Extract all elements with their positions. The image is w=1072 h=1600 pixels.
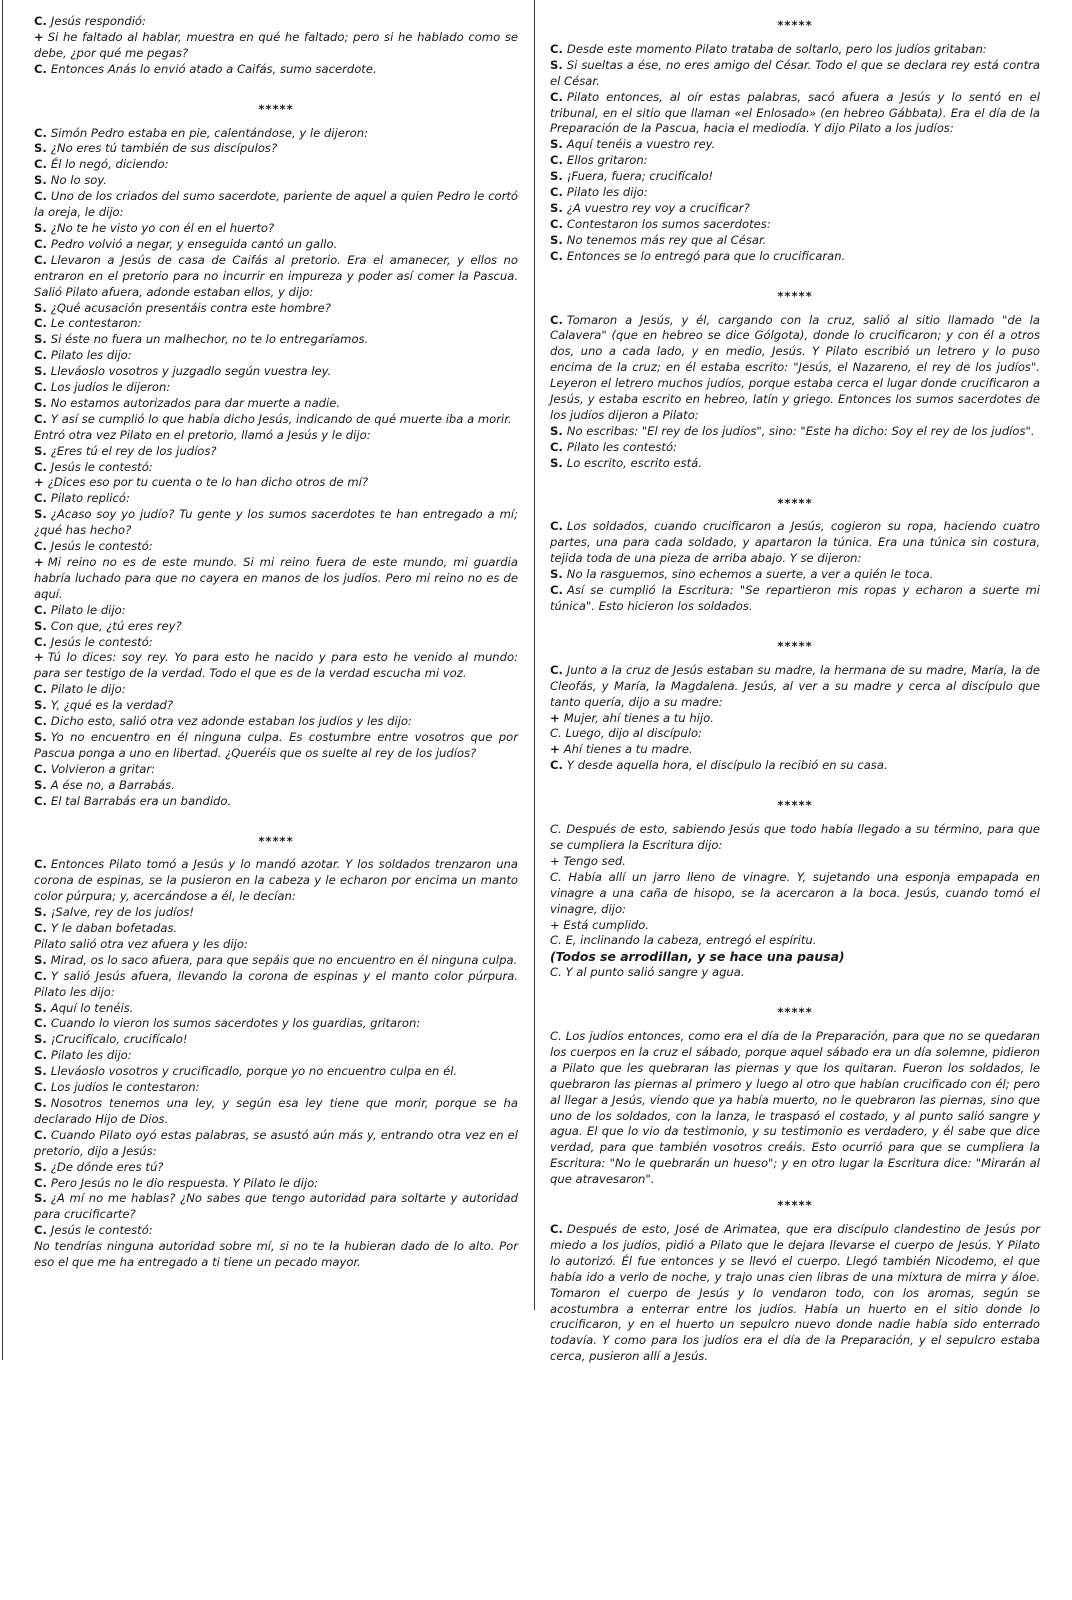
speaker-marker: + <box>34 555 44 569</box>
passage-line <box>34 475 518 491</box>
speaker-marker: C. <box>550 439 563 454</box>
passage-text: Así se cumplió la Escritura: "Se repartieron mis ropas y echaron a suerte mi túnica". Esto hicieron los soldados. <box>550 583 1040 613</box>
passage-line <box>550 185 1040 201</box>
passage-line <box>34 762 518 778</box>
passage-line <box>34 1191 518 1223</box>
section-separator: ***** <box>777 638 813 653</box>
passage-text: Tomaron a Jesús, y él, cargando con la cruz, salió al sitio llamado "de la Calavera" (que en hebreo se dice Gólgota), donde lo crucificaron; y con él a otros dos, uno a cada lado, y en medio, Jesús. Y Pilato escribió un letrero y lo puso encima de la cruz; en él estaba escrito: "Jesús, el Nazareno, el rey de los judíos". Leyeron el letrero muchos judíos, porque estaba cerca el lugar donde crucificaron a Jesús, y estaba escrito en hebreo, latín y griego. Entonces los sumos sacerdotes de los judíos dijeron a Pilato: <box>550 312 1040 422</box>
section-separator: ***** <box>258 833 294 848</box>
passage-line <box>34 682 518 698</box>
passage-text: Y desde aquella hora, el discípulo la recibió en su casa. <box>566 758 888 773</box>
passage-line <box>34 14 518 30</box>
passage-line <box>34 221 518 237</box>
passage-text: ¿Eres tú el rey de los judíos? <box>50 443 217 458</box>
passage-text: C. Después de esto, sabiendo Jesús que todo había llegado a su término, para que se cumpliera la Escritura dijo: <box>550 822 1040 852</box>
passage-text: Los judíos le dijeron: <box>50 380 171 395</box>
speaker-marker: S. <box>550 455 563 470</box>
speaker-marker: C. <box>34 1048 47 1063</box>
speaker-marker: C. <box>34 157 47 172</box>
passage-text: Lleváoslo vosotros y crucificadlo, porque yo no encuentro culpa en él. <box>50 1064 458 1079</box>
speaker-marker: S. <box>550 567 563 582</box>
passage-line <box>34 348 518 364</box>
passage-line <box>34 444 518 460</box>
passage-line <box>550 965 1040 981</box>
speaker-marker: C. <box>34 761 47 776</box>
passage-text: C. Había allí un jarro lleno de vinagre. Y, sujetando una esponja empapada en vinagre a una caña de hisopo, se la acercaron a la boca. Jesús, cuando tomó el vinagre, dijo: <box>550 869 1040 916</box>
passage-line <box>34 539 518 555</box>
passage-line <box>34 1032 518 1048</box>
passage-line <box>550 663 1040 711</box>
passage-line <box>34 1239 518 1271</box>
speaker-marker: C. <box>34 1080 47 1095</box>
passage-text: ¿No eres tú también de sus discípulos? <box>50 141 278 156</box>
speaker-marker: S. <box>34 364 47 379</box>
passage-text: Cuando Pilato oyó estas palabras, se asustó aún más y, entrando otra vez en el pretorio, dijo a Jesús: <box>34 1127 518 1158</box>
section-separator: ***** <box>258 101 294 116</box>
passage-line <box>34 619 518 635</box>
passage-line <box>34 380 518 396</box>
passage-line <box>34 1080 518 1096</box>
passage-text: ¿Dices eso por tu cuenta o te lo han dicho otros de mí? <box>47 475 369 490</box>
passage-text: Dicho esto, salió otra vez adonde estaban los judíos y les dijo: <box>50 714 412 729</box>
speaker-marker: C. <box>34 411 47 426</box>
passage-text: ¡Salve, rey de los judíos! <box>50 905 195 920</box>
speaker-marker: S. <box>34 698 47 713</box>
passage-text: El tal Barrabás era un bandido. <box>50 793 232 808</box>
speaker-marker: S. <box>34 173 47 188</box>
passage-text: Los soldados, cuando crucificaron a Jesús, cogieron su ropa, haciendo cuatro partes, una para cada soldado, y apartaron la túnica. Era una túnica sin costura, tejida toda de una pieza de arriba abajo. Y se dijeron: <box>550 519 1040 566</box>
passage-text: Yo no encuentro en él ninguna culpa. Es costumbre entre vosotros que por Pascua ponga a uno en libertad. ¿Queréis que os suelte al rey de los judíos? <box>34 729 518 760</box>
speaker-marker: + <box>34 650 44 665</box>
passage-line <box>34 1128 518 1160</box>
passage-line <box>550 249 1040 265</box>
passage-text: Volvieron a gritar: <box>50 761 156 776</box>
passage-line <box>550 313 1040 424</box>
speaker-marker: C. <box>550 662 563 677</box>
column-divider <box>534 0 535 1310</box>
passage-text: Pilato entonces, al oír estas palabras, sacó afuera a Jesús y lo sentó en el tribunal, en el sitio que llaman «el Enlosado» (en hebreo Gábbata). Era el día de la Preparación de la Pascua, hacia el mediodía. Y dijo Pilato a los judíos: <box>550 89 1040 136</box>
passage-line <box>34 412 518 428</box>
passage-text: No estamos autorizados para dar muerte a nadie. <box>50 395 341 410</box>
passage-text: Pero Jesús no le dio respuesta. Y Pilato le dijo: <box>50 1175 319 1190</box>
speaker-marker: C. <box>34 61 47 76</box>
speaker-marker: + <box>550 710 560 725</box>
passage-line <box>34 428 518 444</box>
passage-line <box>550 90 1040 138</box>
passage-text: Mujer, ahí tienes a tu hijo. <box>563 710 714 725</box>
section-gap <box>550 615 1040 629</box>
speaker-marker: + <box>34 475 44 490</box>
passage-line <box>34 905 518 921</box>
passage-text: + Está cumplido. <box>550 917 650 932</box>
speaker-marker: S. <box>34 1032 47 1047</box>
section-gap <box>34 810 518 824</box>
speaker-marker: C. <box>550 1222 563 1236</box>
passage-line <box>34 460 518 476</box>
passage-text: ¡Fuera, fuera; crucifícalo! <box>566 169 714 184</box>
passage-text: Y, ¿qué es la verdad? <box>50 698 174 713</box>
passage-text: Pilato les dijo: <box>50 1048 132 1063</box>
passage-text: ¿Qué acusación presentáis contra este hombre? <box>50 300 331 315</box>
passage-line <box>34 316 518 332</box>
speaker-marker: S. <box>34 220 47 235</box>
passage-text: Y le daban bofetadas. <box>50 921 178 936</box>
speaker-marker: C. <box>34 14 47 28</box>
speaker-marker: C. <box>550 312 563 327</box>
speaker-marker: S. <box>34 1000 47 1015</box>
passage-line <box>550 440 1040 456</box>
passage-line <box>34 1016 518 1032</box>
passage-line <box>550 822 1040 854</box>
passage-text: Nosotros tenemos una ley, y según esa ley tiene que morir, porque se ha declarado Hijo de Dios. <box>34 1096 518 1126</box>
passage-line <box>550 58 1040 90</box>
speaker-marker: S. <box>34 300 47 315</box>
passage-line <box>34 698 518 714</box>
speaker-marker: S. <box>550 57 563 72</box>
speaker-marker: C. <box>550 519 563 534</box>
passage-line <box>34 1223 518 1239</box>
passage-text: Desde este momento Pilato trataba de soltarlo, pero los judíos gritaban: <box>566 41 987 56</box>
passage-line <box>550 217 1040 233</box>
speaker-marker: C. <box>34 968 47 983</box>
speaker-marker: S. <box>34 1191 47 1206</box>
passage-text: Jesús le contestó: <box>50 1223 153 1238</box>
passage-text: Después de esto, José de Arimatea, que era discípulo clandestino de Jesús por miedo a los judíos, pidió a Pilato que le dejara llevarse el cuerpo de Jesús. Y Pilato lo autorizó. Él fue entonces y se llevó el cuerpo. Llegó también Nicodemo, el que había ido a verlo de noche, y trajo unas cien libras de una mixtura de mirra y áloe. Tomaron el cuerpo de Jesús y lo vendaron todo, con los aromas, según se acostumbra a enterrar entre los judíos. Había un huerto en el sitio donde lo crucificaron, y en el huerto un sepulcro nuevo donde nadie había sido enterrado todavía. Y como para los judíos era el día de la Preparación, y el sepulcro estaba cerca, pusieron allí a Jesús. <box>550 1222 1040 1364</box>
speaker-marker: S. <box>34 952 47 967</box>
passage-line <box>550 870 1040 918</box>
passage-line <box>34 364 518 380</box>
speaker-marker: C. <box>34 634 47 649</box>
passage-text: C. Y al punto salió sangre y agua. <box>550 965 745 980</box>
speaker-marker: S. <box>550 169 563 184</box>
passage-text: Pilato les dijo: <box>566 185 648 200</box>
speaker-marker: S. <box>550 232 563 247</box>
passage-line <box>34 62 518 78</box>
passage-line <box>550 233 1040 249</box>
speaker-marker: C. <box>34 1223 47 1238</box>
passage-text: Pilato les dijo: <box>50 348 132 363</box>
speaker-marker: C. <box>550 248 563 263</box>
passage-text: Si sueltas a ése, no eres amigo del César. Todo el que se declara rey está contra el César. <box>550 57 1040 88</box>
passage-text: ¡Crucifícalo, crucifícalo! <box>50 1032 188 1047</box>
passage-text: Contestaron los sumos sacerdotes: <box>566 216 771 231</box>
passage-text: Uno de los criados del sumo sacerdote, pariente de aquel a quien Pedro le cortó la oreja, le dijo: <box>34 189 518 220</box>
passage-text: ¿A vuestro rey voy a crucificar? <box>566 200 750 215</box>
passage-text: ¿A mí no me hablas? ¿No sabes que tengo autoridad para soltarte y autoridad para crucificarte? <box>34 1191 518 1222</box>
passage-line <box>550 918 1040 934</box>
speaker-marker: C. <box>34 316 47 331</box>
speaker-marker: S. <box>34 905 47 920</box>
passage-line <box>550 1029 1040 1188</box>
section-separator: ***** <box>777 495 813 510</box>
passage-text: Llevaron a Jesús de casa de Caifás al pretorio. Era el amanecer, y ellos no entraron en el pretorio para no incurrir en impureza y poder así comer la Pascua. Salió Pilato afuera, adonde estaban ellos, y dijo: <box>34 252 518 299</box>
speaker-marker: C. <box>550 185 563 200</box>
passage-text: Si éste no fuera un malhechor, no te lo entregaríamos. <box>50 332 369 347</box>
speaker-marker: C. <box>550 89 563 104</box>
passage-text: Pilato les contestó: <box>566 439 677 454</box>
speaker-marker: C. <box>34 189 47 204</box>
passage-line <box>550 169 1040 185</box>
section-gap <box>550 774 1040 788</box>
passage-text: Le contestaron: <box>50 316 142 331</box>
speaker-marker: S. <box>34 729 47 744</box>
passage-line <box>550 711 1040 727</box>
passage-line <box>34 1096 518 1128</box>
section-gap <box>550 981 1040 995</box>
passage-line <box>550 42 1040 58</box>
passage-line <box>34 141 518 157</box>
passage-line <box>34 157 518 173</box>
passage-line <box>34 794 518 810</box>
passage-text: No la rasguemos, sino echemos a suerte, a ver a quién le toca. <box>566 567 934 582</box>
passage-text: ¿Acaso soy yo judío? Tu gente y los sumos sacerdotes te han entregado a mí; ¿qué has hecho? <box>34 507 518 538</box>
passage-text: No lo soy. <box>50 173 107 188</box>
speaker-marker: C. <box>550 153 563 168</box>
speaker-marker: C. <box>34 539 47 554</box>
section-separator: ***** <box>777 1198 813 1213</box>
passage-line <box>550 726 1040 742</box>
passage-text: Entonces se lo entregó para que lo crucificaran. <box>566 248 846 263</box>
speaker-marker: S. <box>34 1064 47 1079</box>
passage-line <box>34 937 518 953</box>
passage-line <box>550 1222 1040 1365</box>
passage-line <box>34 778 518 794</box>
speaker-marker: C. <box>34 857 47 872</box>
section-separator: ***** <box>777 288 813 303</box>
section-separator: ***** <box>777 798 813 813</box>
passage-line <box>550 201 1040 217</box>
passage-line <box>34 237 518 253</box>
passage-line <box>550 153 1040 169</box>
speaker-marker: C. <box>34 380 47 395</box>
passage-line <box>34 1176 518 1192</box>
section-gap <box>550 472 1040 486</box>
passage-line <box>550 583 1040 615</box>
speaker-marker: C. <box>34 1016 47 1031</box>
passage-line <box>550 758 1040 774</box>
speaker-marker: C. <box>34 793 47 808</box>
passage-text: Ahí tienes a tu madre. <box>563 742 693 757</box>
passage-line <box>34 332 518 348</box>
speaker-marker: C. <box>34 1175 47 1190</box>
speaker-marker: + <box>34 29 44 44</box>
passage-text: Cuando lo vieron los sumos sacerdotes y los guardias, gritaron: <box>50 1016 421 1031</box>
speaker-marker: S. <box>34 395 47 410</box>
passage-line <box>34 635 518 651</box>
speaker-marker: C. <box>34 602 47 617</box>
passage-text: Pilato replicó: <box>50 491 130 506</box>
speaker-marker: C. <box>34 252 47 267</box>
passage-line <box>34 1160 518 1176</box>
passage-text: Los judíos le contestaron: <box>50 1080 200 1095</box>
passage-line <box>34 30 518 62</box>
speaker-marker: C. <box>34 682 47 697</box>
passage-text: Si he faltado al hablar, muestra en qué he faltado; pero si he hablado como se debe, ¿por qué me pegas? <box>34 29 518 60</box>
passage-text: Él lo negó, diciendo: <box>50 157 169 172</box>
passage-text: Pilato le dijo: <box>50 602 126 617</box>
passage-line <box>34 953 518 969</box>
section-gap <box>550 265 1040 279</box>
passage-line <box>34 189 518 221</box>
passage-line <box>34 857 518 905</box>
speaker-marker: S. <box>550 200 563 215</box>
passage-text: Jesús respondió: <box>50 14 146 28</box>
passage-line <box>34 1001 518 1017</box>
section-separator: ***** <box>777 18 813 32</box>
speaker-marker: C. <box>550 583 563 598</box>
passage-line <box>550 742 1040 758</box>
passage-text: No tendrías ninguna autoridad sobre mí, si no te la hubieran dado de lo alto. Por eso el que me ha entregado a ti tiene un pecado mayor. <box>34 1239 518 1270</box>
passage-line <box>34 555 518 603</box>
speaker-marker: S. <box>34 777 47 792</box>
speaker-marker: C. <box>34 236 47 251</box>
passage-text: Jesús le contestó: <box>50 539 153 554</box>
passage-text: Aquí lo tenéis. <box>50 1000 134 1015</box>
passage-line <box>34 1048 518 1064</box>
passage-text: Tú lo dices: soy rey. Yo para esto he nacido y para esto he venido al mundo: para ser testigo de la verdad. Todo el que es de la verdad escucha mi voz. <box>34 650 518 681</box>
speaker-marker: C. <box>34 921 47 936</box>
passage-line <box>34 730 518 762</box>
speaker-marker: C. <box>34 714 47 729</box>
passage-line <box>550 519 1040 567</box>
passage-text: C. Luego, dijo al discípulo: <box>550 726 702 741</box>
passage-text: Lleváoslo vosotros y juzgadlo según vuestra ley. <box>50 364 332 379</box>
section-separator: ***** <box>777 1005 813 1020</box>
passage-line <box>34 126 518 142</box>
passage-line <box>34 301 518 317</box>
passage-text: Junto a la cruz de Jesús estaban su madre, la hermana de su madre, María, la de Cleofás, y María, la Magdalena. Jesús, al ver a su madre y cerca al discípulo que tanto quería, dijo a su madre: <box>550 662 1040 709</box>
passage-text: Y salió Jesús afuera, llevando la corona de espinas y el manto color púrpura. Pilato les dijo: <box>34 968 518 999</box>
passage-text: No tenemos más rey que al César. <box>566 232 767 247</box>
passage-line <box>550 137 1040 153</box>
right-column <box>550 8 1040 1365</box>
speaker-marker: S. <box>34 443 47 458</box>
speaker-marker: + <box>550 742 560 757</box>
passage-text: Con que, ¿tú eres rey? <box>50 618 182 633</box>
passage-line <box>34 396 518 412</box>
passage-text: Lo escrito, escrito está. <box>566 455 702 470</box>
passage-line <box>34 714 518 730</box>
passage-line <box>34 603 518 619</box>
speaker-marker: C. <box>34 125 47 140</box>
passage-text: Entonces Pilato tomó a Jesús y lo mandó azotar. Y los soldados trenzaron una corona de espinas, se la pusieron en la cabeza y le echaron por encima un manto color púrpura; y, acercándose a él, le decían: <box>34 857 518 904</box>
passage-line <box>34 253 518 301</box>
passage-text: Entonces Anás lo envió atado a Caifás, sumo sacerdote. <box>50 61 377 76</box>
passage-text: C. E, inclinando la cabeza, entregó el espíritu. <box>550 933 817 948</box>
passage-line <box>550 933 1040 949</box>
speaker-marker: C. <box>34 459 47 474</box>
section-gap <box>34 78 518 92</box>
passage-text: A ése no, a Barrabás. <box>50 777 175 792</box>
passage-text: Jesús le contestó: <box>50 634 153 649</box>
speaker-marker: S. <box>550 137 563 152</box>
speaker-marker: S. <box>550 423 563 438</box>
passage-text: No escribas: "El rey de los judíos", sino: "Este ha dicho: Soy el rey de los judíos". <box>566 423 1035 438</box>
passage-line <box>34 921 518 937</box>
speaker-marker: S. <box>34 1096 47 1110</box>
passage-text: Aquí tenéis a vuestro rey. <box>566 137 716 152</box>
passage-text: Ellos gritaron: <box>566 153 648 168</box>
passage-text: Entró otra vez Pilato en el pretorio, llamó a Jesús y le dijo: <box>34 427 371 442</box>
rubric-instruction: (Todos se arrodillan, y se hace una pausa) <box>550 949 845 965</box>
passage-text: Pilato salió otra vez afuera y les dijo: <box>34 936 248 951</box>
passage-line <box>34 491 518 507</box>
speaker-marker: C. <box>550 216 563 231</box>
speaker-marker: C. <box>550 41 563 56</box>
speaker-marker: C. <box>34 1127 47 1142</box>
speaker-marker: S. <box>34 332 47 347</box>
speaker-marker: S. <box>34 507 47 522</box>
passage-text: ¿De dónde eres tú? <box>50 1159 164 1174</box>
passage-line <box>550 567 1040 583</box>
speaker-marker: S. <box>34 141 47 156</box>
passage-text: Pilato le dijo: <box>50 682 126 697</box>
speaker-marker: C. <box>34 348 47 363</box>
passage-line <box>34 969 518 1001</box>
speaker-marker: C. <box>550 758 563 773</box>
left-column <box>34 14 518 1271</box>
passage-text: C. Los judíos entonces, como era el día de la Preparación, para que no se quedaran los cuerpos en la cruz el sábado, porque aquel sábado era un día solemne, pidieron a Pilato que les quebraran las piernas y que los quitaran. Fueron los soldados, le quebraron las piernas al primero y luego al otro que habían crucificado con él; pero al llegar a Jesús, viendo que ya había muerto, no le quebraron las piernas, sino que uno de los soldados, con la lanza, le traspasó el costado, y al punto salió sangre y agua. El que lo vio da testimonio, y su testimonio es verdadero, y él sabe que dice verdad, para que también vosotros creáis. Esto ocurrió para que se cumpliera la Escritura: "No le quebrarán un hueso"; y en otro lugar la Escritura dice: "Mirarán al que atravesaron". <box>550 1029 1040 1187</box>
passage-line <box>550 424 1040 440</box>
speaker-marker: S. <box>34 618 47 633</box>
passage-text: Mi reino no es de este mundo. Si mi reino fuera de este mundo, mi guardia habría luchado para que no cayera en manos de los judíos. Pero mi reino no es de aquí. <box>34 555 518 601</box>
passage-line <box>34 507 518 539</box>
passage-line <box>550 456 1040 472</box>
passage-text: Jesús le contestó: <box>50 459 153 474</box>
passage-text: Mirad, os lo saco afuera, para que sepáis que no encuentro en él ninguna culpa. <box>50 952 518 967</box>
speaker-marker: C. <box>34 491 47 506</box>
passage-text: + Tengo sed. <box>550 853 626 868</box>
left-margin-rule <box>2 0 3 1360</box>
passage-line <box>34 1064 518 1080</box>
passage-line <box>34 650 518 682</box>
passage-line <box>550 854 1040 870</box>
passage-line <box>34 173 518 189</box>
speaker-marker: S. <box>34 1159 47 1174</box>
passage-text: ¿No te he visto yo con él en el huerto? <box>50 220 275 235</box>
passage-text: Pedro volvió a negar, y enseguida cantó un gallo. <box>50 236 338 251</box>
passage-text: Simón Pedro estaba en pie, calentándose, y le dijeron: <box>50 125 368 140</box>
passage-text: Y así se cumplió lo que había dicho Jesús, indicando de qué muerte iba a morir. <box>50 411 512 426</box>
